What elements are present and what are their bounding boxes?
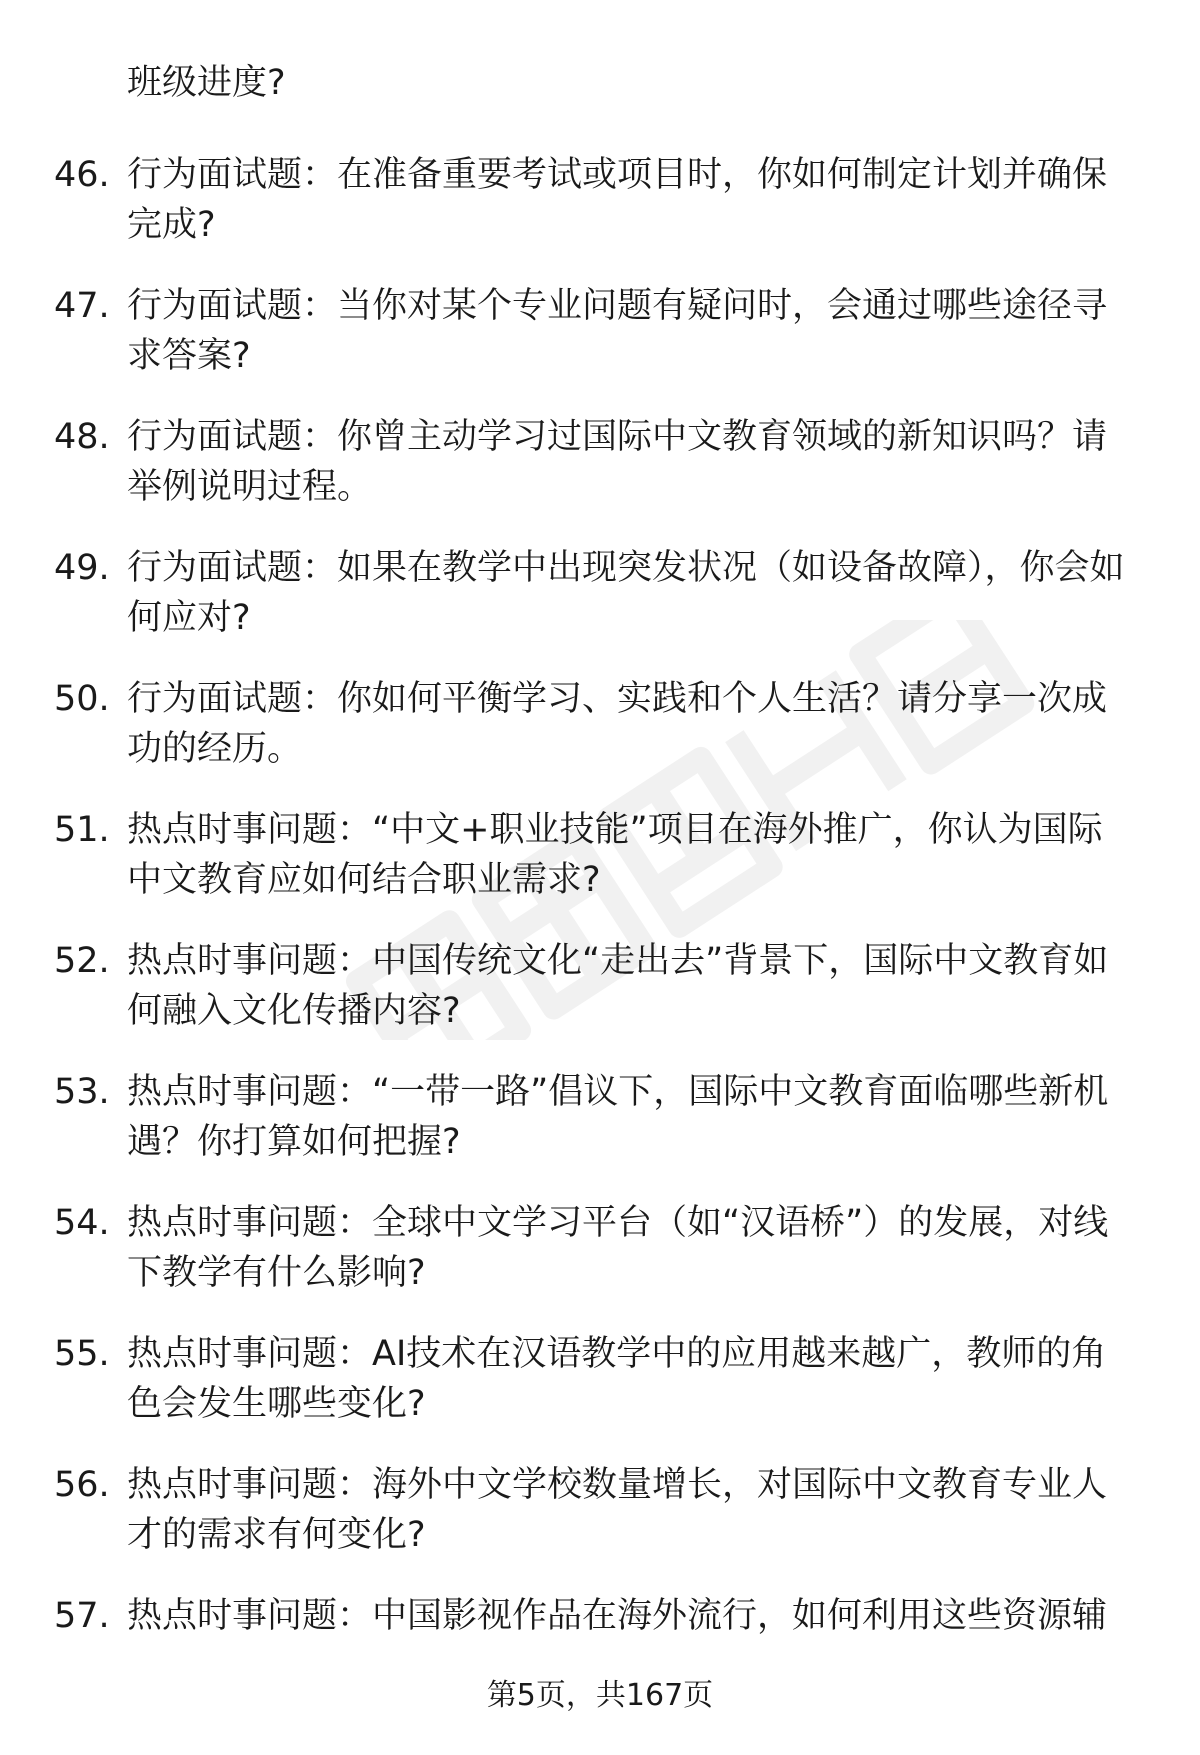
question-item-54 [0, 1198, 1200, 1329]
question-number: 56. [54, 1465, 110, 1505]
question-number: 48. [54, 417, 110, 457]
question-text: 热点时事问题：AI技术在汉语教学中的应用越来越广，教师的角色会发生哪些变化? [127, 1334, 1107, 1424]
question-item-49 [0, 543, 1200, 674]
question-text: 热点时事问题：海外中文学校数量增长，对国际中文教育专业人才的需求有何变化? [127, 1465, 1108, 1555]
page-footer: 第5页，共167页 [486, 1678, 714, 1713]
question-number: 49. [54, 548, 110, 588]
question-text: 热点时事问题：中国传统文化“走出去”背景下，国际中文教育如何融入文化传播内容? [127, 941, 1109, 1031]
question-number: 52. [54, 941, 110, 981]
question-number: 54. [54, 1203, 110, 1243]
question-number: 47. [54, 286, 110, 326]
question-item-55 [0, 1329, 1200, 1460]
question-item-46 [0, 150, 1200, 281]
question-item-50 [0, 674, 1200, 805]
question-number: 51. [54, 810, 110, 850]
question-number: 53. [54, 1072, 110, 1112]
question-number: 55. [54, 1334, 110, 1374]
question-text: 行为面试题：如果在教学中出现突发状况（如设备故障），你会如何应对? [127, 548, 1125, 638]
question-text: 热点时事问题：中国影视作品在海外流行，如何利用这些资源辅 [127, 1596, 1108, 1636]
question-item-48 [0, 412, 1200, 543]
question-item-47 [0, 281, 1200, 412]
question-text: 行为面试题：你曾主动学习过国际中文教育领域的新知识吗？请举例说明过程。 [127, 417, 1108, 507]
question-item-53 [0, 1067, 1200, 1198]
question-item-52 [0, 936, 1200, 1067]
question-number: 46. [54, 155, 110, 195]
question-number: 50. [54, 679, 110, 719]
question-list [0, 150, 1200, 1722]
question-item-51 [0, 805, 1200, 936]
question-text: 热点时事问题：“中文+职业技能”项目在海外推广，你认为国际中文教育应如何结合职业需求? [127, 810, 1103, 900]
question-text: 行为面试题：当你对某个专业问题有疑问时，会通过哪些途径寻求答案? [127, 286, 1108, 376]
question-text: 热点时事问题：“一带一路”倡议下，国际中文教育面临哪些新机遇？你打算如何把握? [127, 1072, 1109, 1162]
question-number: 57. [54, 1596, 110, 1636]
question-text: 热点时事问题：全球中文学习平台（如“汉语桥”）的发展，对线下教学有什么影响? [127, 1203, 1109, 1293]
continuation-text: 班级进度? [127, 63, 286, 103]
question-text: 行为面试题：你如何平衡学习、实践和个人生活？请分享一次成功的经历。 [127, 679, 1108, 769]
question-text: 行为面试题：在准备重要考试或项目时，你如何制定计划并确保完成? [127, 155, 1108, 245]
question-item-56 [0, 1460, 1200, 1591]
